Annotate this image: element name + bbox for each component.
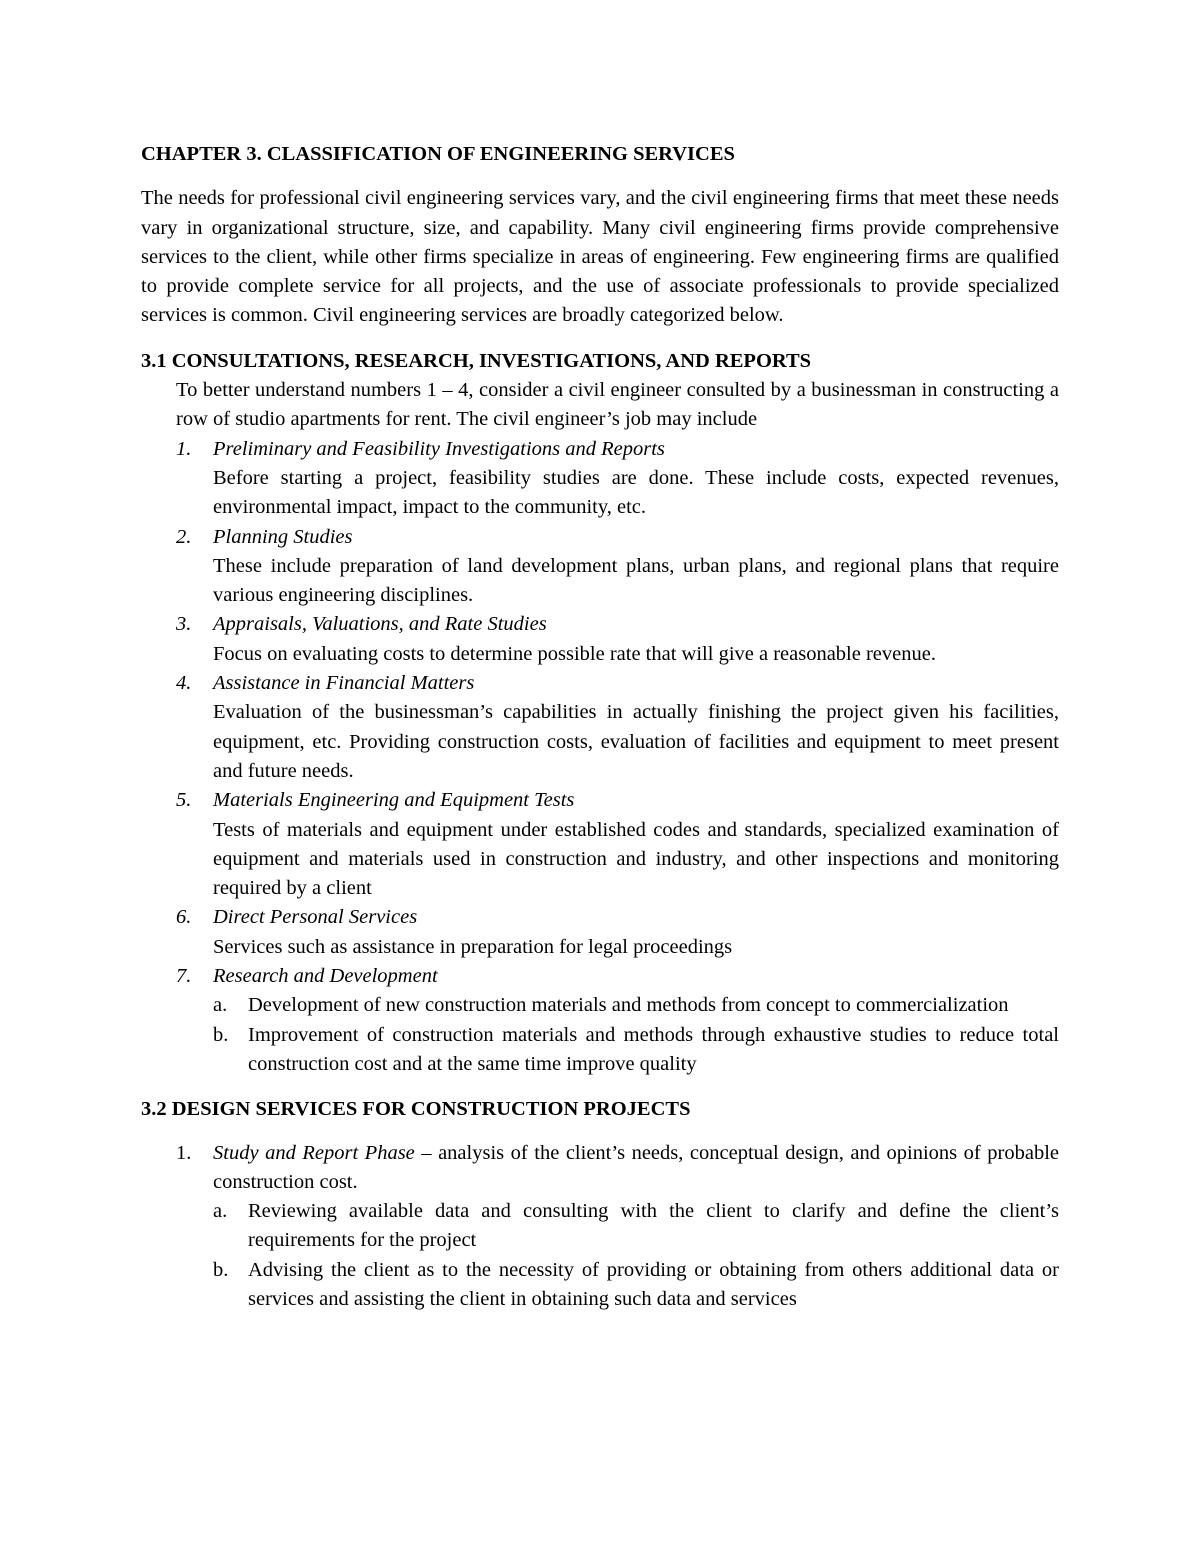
list-item-title: Assistance in Financial Matters (213, 672, 475, 695)
list-item-title: Direct Personal Services (213, 906, 418, 929)
list-item (141, 669, 1059, 786)
list-item-number: 2. (176, 525, 192, 548)
sub-list-item-text: Advising the client as to the necessity of providing or obtaining from others additional data or services and assisting the client in obtaining such data and services (248, 1258, 1059, 1310)
list-item-description: Focus on evaluating costs to determine possible rate that will give a reasonable revenue. (213, 642, 936, 665)
document-page (141, 140, 1059, 1314)
list-item-description: These include preparation of land development plans, urban plans, and regional plans that require various engineering disciplines. (213, 554, 1059, 607)
list-item (141, 610, 1059, 669)
intro-paragraph: The needs for professional civil engineering services vary, and the civil engineering firms that meet these needs vary in organizational structure, size, and capability. Many civil engineering firms provide comprehensive services to the client, while other firms specialize in areas of engineering. Few engineering firms are qualified to provide complete service for all projects, and the use of associate professionals to provide specialized services is common. Civil engineering services are broadly categorized below. (141, 187, 1059, 327)
list-item-number: 5. (176, 789, 192, 812)
list-item-title: Appraisals, Valuations, and Rate Studies (213, 613, 547, 636)
list-item-title: Study and Report Phase (213, 1141, 415, 1164)
section-2-heading: 3.2 DESIGN SERVICES FOR CONSTRUCTION PROJECTS (141, 1098, 691, 1121)
list-item (141, 786, 1059, 903)
list-item (141, 523, 1059, 611)
list-item (141, 1139, 1059, 1198)
sub-list-item-label: a. (213, 1200, 228, 1223)
sub-list-item (141, 1021, 1059, 1080)
list-item-title: Preliminary and Feasibility Investigations and Reports (213, 437, 665, 460)
list-item-title: Research and Development (213, 965, 438, 988)
list-item-text: – analysis of the client’s needs, conceptual design, and opinions of probable construction cost. (213, 1141, 1059, 1193)
list-item-title: Planning Studies (213, 525, 353, 548)
sub-list-item-text: Development of new construction materials and methods from concept to commercialization (248, 994, 1009, 1017)
list-item-number: 7. (176, 965, 192, 988)
list-item-description: Tests of materials and equipment under established codes and standards, specialized examination of equipment and materials used in construction and industry, and other inspections and monitoring required by a client (213, 818, 1059, 900)
sub-list-item-text: Reviewing available data and consulting with the client to clarify and define the client’s requirements for the project (248, 1200, 1059, 1252)
sub-list-item (141, 991, 1059, 1020)
section-1-heading: 3.1 CONSULTATIONS, RESEARCH, INVESTIGATIONS, AND REPORTS (141, 349, 812, 372)
list-item (141, 435, 1059, 523)
sub-list-item (141, 1197, 1059, 1256)
sub-list-item-label: b. (213, 1023, 229, 1046)
sub-list-item-label: b. (213, 1258, 229, 1281)
section-2-list (141, 1139, 1059, 1315)
sub-list-item-text: Improvement of construction materials and methods through exhaustive studies to reduce total construction cost and at the same time improve quality (248, 1023, 1059, 1075)
list-item-title: Materials Engineering and Equipment Tests (213, 789, 575, 812)
list-item (141, 962, 1059, 991)
list-item-number: 1. (176, 1141, 192, 1164)
chapter-title: CHAPTER 3. CLASSIFICATION OF ENGINEERING SERVICES (141, 143, 735, 165)
list-item (141, 903, 1059, 962)
section-1-intro: To better understand numbers 1 – 4, consider a civil engineer consulted by a businessman in constructing a row of studio apartments for rent. The civil engineer’s job may include (176, 379, 1059, 431)
sub-list-item (141, 1256, 1059, 1315)
list-item-description: Before starting a project, feasibility studies are done. These include costs, expected revenues, environmental impact, impact to the community, etc. (213, 466, 1059, 519)
sub-list-item-label: a. (213, 994, 228, 1017)
list-item-description: Evaluation of the businessman’s capabilities in actually finishing the project given his facilities, equipment, etc. Providing construction costs, evaluation of facilities and equipment to meet present and future needs. (213, 701, 1059, 782)
list-item-number: 6. (176, 906, 192, 929)
list-item-number: 4. (176, 672, 192, 695)
list-item-number: 3. (176, 613, 192, 636)
list-item-description: Services such as assistance in preparation for legal proceedings (213, 935, 733, 958)
list-item-number: 1. (176, 437, 192, 460)
